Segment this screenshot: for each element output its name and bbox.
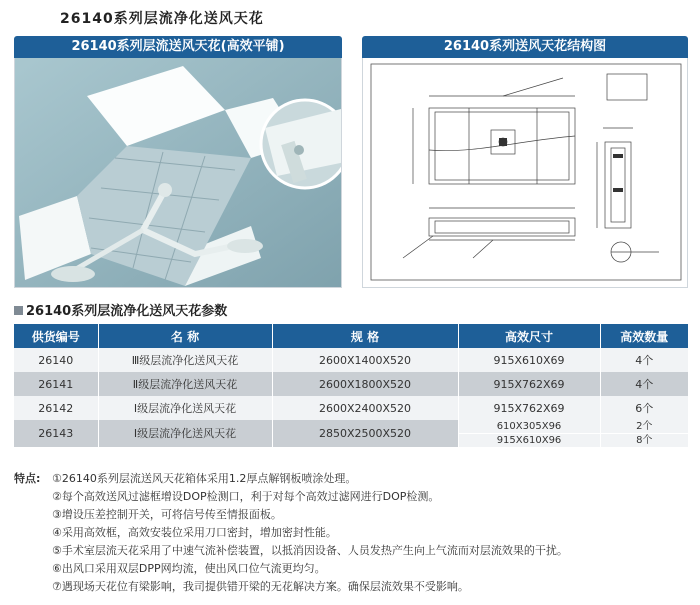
header-code: 供货编号 <box>14 324 98 348</box>
feature-item: ①26140系列层流送风天花箱体采用1.2厚点解钢板喷涂处理。 <box>52 472 357 485</box>
cell-qty: 4个 <box>600 372 688 396</box>
cell-name: Ⅲ级层流净化送风天花 <box>98 348 272 372</box>
cell-spec: 2600X1800X520 <box>272 372 458 396</box>
structure-drawing-panel <box>362 36 688 288</box>
cell-code: 26141 <box>14 372 98 396</box>
feature-item: ⑥出风口采用双层DPP网均流，使出风口位气流更均匀。 <box>52 562 326 575</box>
photo-panel-title: 26140系列层流送风天花(高效平铺) <box>14 36 342 58</box>
cell-name: Ⅱ级层流净化送风天花 <box>98 372 272 396</box>
cell-code: 26140 <box>14 348 98 372</box>
cell-name: Ⅰ级层流净化送风天花 <box>98 396 272 420</box>
header-name: 名 称 <box>98 324 272 348</box>
cell-code: 26143 <box>14 420 98 447</box>
ceiling-photo <box>14 58 342 288</box>
cell-filter: 610X305X96 <box>458 420 600 434</box>
cell-spec: 2600X1400X520 <box>272 348 458 372</box>
cell-code: 26142 <box>14 396 98 420</box>
table-row <box>14 372 688 396</box>
table-row <box>14 396 688 420</box>
cell-qty: 2个 <box>600 420 688 434</box>
header-filter-qty: 高效数量 <box>600 324 688 348</box>
feature-item: ⑤手术室层流天花采用了中速气流补偿装置，以抵消因设备、人员发热产生向上气流而对层流效果的干扰。 <box>52 544 568 557</box>
params-section-title-text: 26140系列层流净化送风天花参数 <box>26 304 228 319</box>
cell-filter: 915X762X69 <box>458 372 600 396</box>
cell-filter: 915X610X69 <box>458 348 600 372</box>
feature-item: ③增设压差控制开关，可将信号传至情报面板。 <box>52 508 282 521</box>
cell-qty: 8个 <box>600 434 688 448</box>
drawing-panel-title: 26140系列送风天花结构图 <box>362 36 688 58</box>
cell-name: Ⅰ级层流净化送风天花 <box>98 420 272 447</box>
cell-qty: 4个 <box>600 348 688 372</box>
params-table <box>14 324 688 447</box>
cell-spec: 2850X2500X520 <box>272 420 458 447</box>
header-filter-size: 高效尺寸 <box>458 324 600 348</box>
cell-filter: 915X762X69 <box>458 396 600 420</box>
params-section-title <box>14 300 227 319</box>
structure-drawing-image <box>363 58 688 288</box>
photo-panel <box>14 36 342 288</box>
ceiling-photo-image <box>15 58 342 288</box>
structure-drawing <box>362 58 688 288</box>
cell-filter: 915X610X96 <box>458 434 600 448</box>
features-label: 特点: <box>14 472 41 485</box>
square-bullet-icon <box>14 306 23 315</box>
table-row <box>14 420 688 434</box>
table-row <box>14 348 688 372</box>
feature-item: ④采用高效框，高效安装位采用刀口密封，增加密封性能。 <box>52 526 337 539</box>
cell-qty: 6个 <box>600 396 688 420</box>
feature-item: ②每个高效送风过滤框增设DOP检测口，利于对每个高效过滤网进行DOP检测。 <box>52 490 440 503</box>
feature-item: ⑦遇现场天花位有梁影响，我司提供错开梁的无花解决方案。确保层流效果不受影响。 <box>52 580 469 593</box>
page-title: 26140系列层流净化送风天花 <box>60 11 264 27</box>
cell-spec: 2600X2400X520 <box>272 396 458 420</box>
header-spec: 规 格 <box>272 324 458 348</box>
table-header-row <box>14 324 688 348</box>
